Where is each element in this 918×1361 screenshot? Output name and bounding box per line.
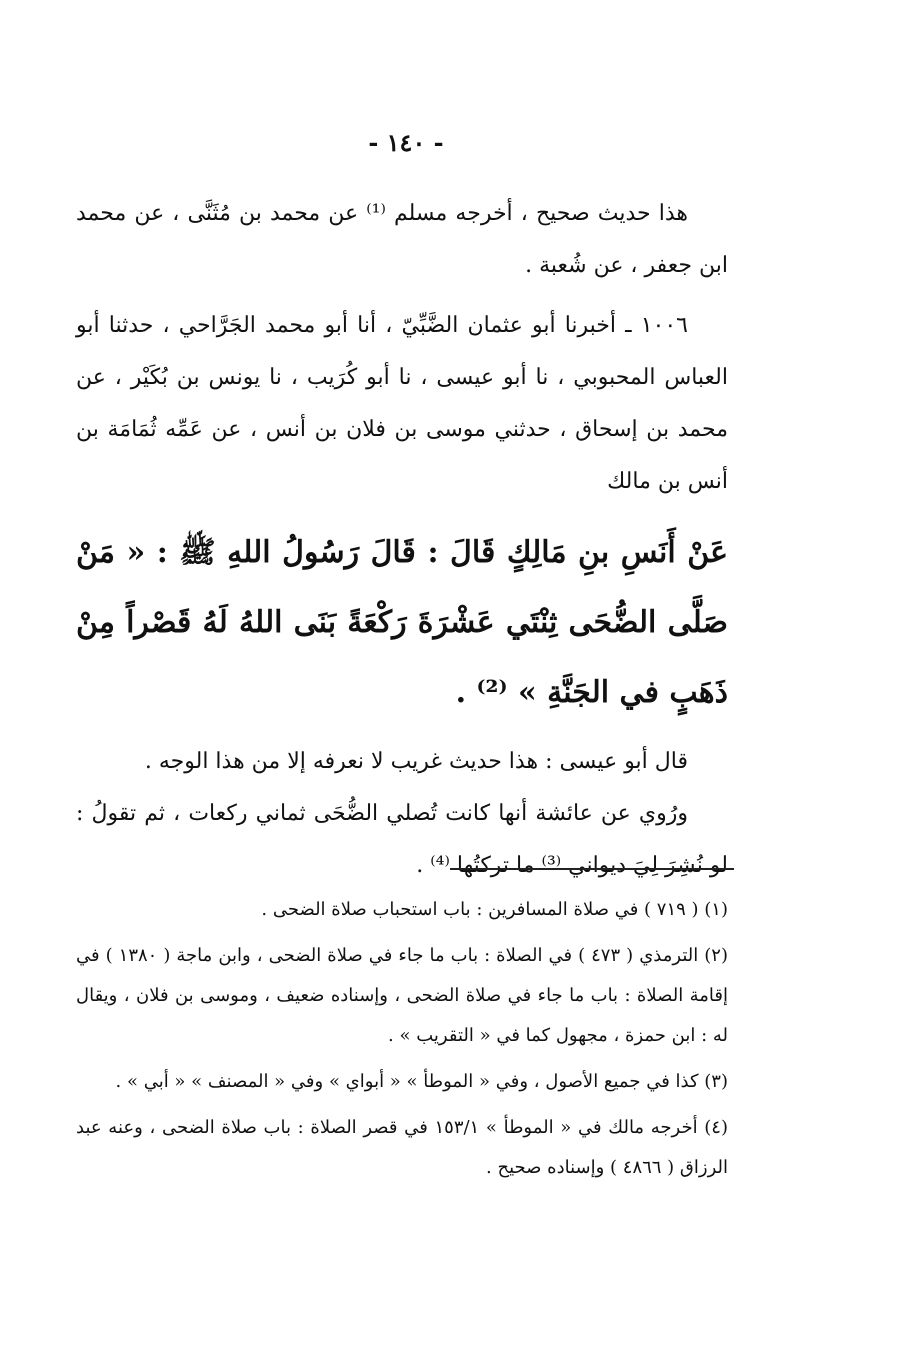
paragraph-takhrij-note: هذا حديث صحيح ، أخرجه مسلم ⁽¹⁾ عن محمد بن مُثَنَّى ، عن محمد ابن جعفر ، عن شُعبة . <box>76 201 728 278</box>
paragraph-isnad-1006: ١٠٠٦ ـ أخبرنا أبو عثمان الضَّبِّيّ ، أنا أبو محمد الجَرَّاحي ، حدثنا أبو العباس المحبوبي ، نا أبو عيسى ، نا أبو كُرَيب ، نا يونس بن بُكَيْر ، عن محمد بن إسحاق ، حدثني موسى بن فلان بن أنس ، عن عَمِّه ثُمَامَة بن أنس بن مالك <box>76 313 728 494</box>
hadith-matn: عَنْ أَنَسِ بنِ مَالِكٍ قَالَ : قَالَ رَسُولُ اللهِ ﷺ : « مَنْ صَلَّى الضُّحَى ثِنْتَي عَشْرَةَ رَكْعَةً بَنَى اللهُ لَهُ قَصْراً مِنْ ذَهَبٍ في الجَنَّةِ » ⁽²⁾ . <box>76 535 728 710</box>
page-number: - ١٤٠ - <box>368 128 444 157</box>
footnote-3: (٣) كذا في جميع الأصول ، وفي « الموطأ » « أبواي » وفي « المصنف » « أبي » . <box>115 1071 728 1092</box>
footnote-4: (٤) أخرجه مالك في « الموطأ » ١٥٣/١ في قصر الصلاة : باب صلاة الضحى ، وعنه عبد الرزاق ( ٤٨٦٦ ) وإسناده صحيح . <box>76 1117 728 1178</box>
footnote-1: (١) ( ٧١٩ ) في صلاة المسافرين : باب استحباب صلاة الضحى . <box>261 899 728 920</box>
footnote-divider <box>450 868 734 870</box>
paragraph-abu-isa-comment: قال أبو عيسى : هذا حديث غريب لا نعرفه إلا من هذا الوجه . <box>144 749 688 774</box>
main-text <box>76 188 728 892</box>
footnotes <box>76 890 728 1188</box>
paragraph-aisha-report: ورُوي عن عائشة أنها كانت تُصلي الضُّحَى ثماني ركعات ، ثم تقولُ : لو نُشِرَ لِيَ ديواني ⁽³⁾ ما تركتُها ⁽⁴⁾ . <box>76 801 728 878</box>
footnote-2: (٢) الترمذي ( ٤٧٣ ) في الصلاة : باب ما جاء في صلاة الضحى ، وابن ماجة ( ١٣٨٠ ) في إقامة الصلاة : باب ما جاء في صلاة الضحى ، وإسناده ضعيف ، وموسى بن فلان ، ويقال له : ابن حمزة ، مجهول كما في « التقريب » . <box>76 945 728 1046</box>
